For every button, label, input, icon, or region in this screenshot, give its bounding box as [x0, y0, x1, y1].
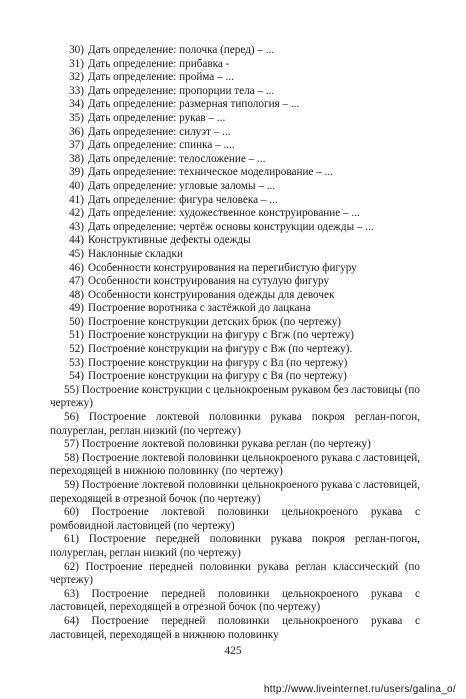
list-item: 57) Построение локтевой половинки рукава реглан (по чертежу) — [64, 438, 371, 451]
list-item — [50, 58, 420, 72]
item-text: Дать определение: техническое моделирование – ... — [88, 166, 333, 179]
list-item — [50, 302, 420, 316]
footer-url: http://www.liveinternet.ru/users/galina_o/ — [263, 684, 456, 695]
question-list-wrapped — [50, 384, 420, 642]
item-text: Дать определение: силуэт – ... — [88, 125, 231, 138]
list-item — [50, 370, 420, 384]
question-list — [50, 44, 420, 384]
item-number: 36) — [69, 125, 84, 138]
item-text: Дать определение: угловые заломы – ... — [88, 179, 276, 192]
item-text: Дать определение: пропорции тела – ... — [88, 84, 275, 97]
item-text: Построение конструкции на фигуру с Вя (по чертежу) — [88, 370, 347, 383]
list-item: 56) Построение локтевой половинки рукава покроя реглан-погон, полуреглан, реглан низкий (по чертежу) — [50, 411, 420, 437]
item-text: Дать определение: пройма – ... — [88, 71, 234, 84]
item-text: Дать определение: рукав – ... — [88, 111, 226, 124]
item-number: 30) — [69, 44, 84, 56]
list-item: 58) Построение локтевой половинки цельнокроеного рукава с ластовицей, переходящей в нижнюю половинку (по чертежу) — [50, 451, 420, 478]
list-item — [50, 221, 420, 235]
list-item — [50, 329, 420, 343]
list-item: 61) Построение передней половинки рукава покроя реглан-погон, полуреглан, реглан низкий (по чертежу) — [50, 533, 420, 559]
list-item — [50, 153, 420, 167]
list-item — [50, 194, 420, 208]
item-text: Особенности конструирования одежды для девочек — [88, 288, 335, 301]
document-body — [50, 44, 420, 642]
item-text: Построение конструкции на фигуру с Вл (по чертежу) — [88, 356, 348, 369]
item-number: 51) — [69, 329, 84, 342]
list-item — [50, 112, 420, 126]
item-number: 46) — [69, 261, 84, 274]
list-item — [50, 316, 420, 330]
item-number: 52) — [69, 343, 84, 356]
item-number: 41) — [69, 193, 84, 206]
item-number: 39) — [69, 166, 84, 179]
item-text: Построение конструкции на фигуру с Вж (по чертежу). — [88, 343, 353, 356]
item-number: 48) — [69, 288, 84, 301]
list-item — [50, 234, 420, 248]
list-item — [50, 207, 420, 221]
item-number: 34) — [69, 98, 84, 111]
list-item: 55) Построение конструкции с цельнокроеным рукавом без ластовицы (по чертежу) — [50, 383, 420, 410]
item-text: Конструктивные дефекты одежды — [88, 234, 251, 247]
list-item: 60) Построение локтевой половинки цельнокроеного рукава с ромбовидной ластовицей (по чертежу) — [50, 506, 420, 532]
item-text: Особенности конструирования на перегибистую фигуру — [88, 261, 357, 274]
list-item — [50, 85, 420, 99]
item-text: Построение воротника с застёжкой до лацкана — [88, 302, 311, 315]
item-number: 49) — [69, 302, 84, 315]
list-item — [50, 180, 420, 194]
item-number: 33) — [69, 84, 84, 97]
item-text: Дать определение: размерная типология – ... — [88, 98, 300, 111]
list-item — [50, 248, 420, 262]
item-text: Построение конструкции на фигуру с Вгж (по чертежу) — [88, 329, 355, 342]
item-number: 40) — [69, 179, 84, 192]
item-number: 47) — [69, 275, 84, 288]
list-item: 59) Построение локтевой половинки цельнокроеного рукава с ластовицей, переходящей в отрезной бочок (по чертежу) — [50, 479, 420, 505]
item-text: Дать определение: телосложение – ... — [88, 152, 266, 165]
item-text: Дать определение: чертёж основы конструкции одежды – ... — [88, 220, 374, 233]
item-number: 31) — [69, 57, 84, 70]
item-text: Дать определение: полочка (перед) – ... — [88, 44, 275, 56]
list-item — [50, 98, 420, 112]
item-number: 37) — [69, 139, 84, 152]
list-item — [50, 44, 420, 58]
list-item — [50, 343, 420, 357]
item-text: Особенности конструирования на сутулую фигуру — [88, 275, 330, 288]
item-number: 38) — [69, 152, 84, 165]
list-item — [50, 357, 420, 371]
item-number: 44) — [69, 234, 84, 247]
item-text: Дать определение: фигура человека – ... — [88, 193, 278, 206]
item-number: 43) — [69, 220, 84, 233]
list-item — [50, 262, 420, 276]
list-item — [50, 71, 420, 85]
list-item: 64) Построение передней половинки цельнокроеного рукава с ластовицей, переходящей в нижнюю половинку — [50, 614, 420, 641]
list-item: 62) Построение передней половинки рукава реглан классический (по чертежу) — [50, 560, 420, 587]
item-number: 54) — [69, 370, 84, 383]
item-text: Дать определение: художественное конструирование – ... — [88, 207, 360, 220]
page-number: 425 — [224, 645, 242, 657]
list-item — [50, 126, 420, 140]
item-text: Наклонные складки — [88, 247, 183, 260]
item-number: 50) — [69, 315, 84, 328]
list-item: 63) Построение передней половинки цельнокроеного рукава с ластовицей, переходящей в отрезной бочок (по чертежу) — [50, 587, 420, 614]
item-number: 32) — [69, 71, 84, 84]
list-item — [50, 166, 420, 180]
item-number: 45) — [69, 247, 84, 260]
item-number: 35) — [69, 111, 84, 124]
item-text: Дать определение: прибавка - — [88, 57, 230, 70]
list-item — [50, 289, 420, 303]
item-text: Дать определение: спинка – .... — [88, 139, 235, 152]
item-number: 42) — [69, 207, 84, 220]
item-text: Построение конструкции детских брюк (по чертежу) — [88, 315, 342, 328]
list-item — [50, 139, 420, 153]
list-item — [50, 275, 420, 289]
item-number: 53) — [69, 356, 84, 369]
